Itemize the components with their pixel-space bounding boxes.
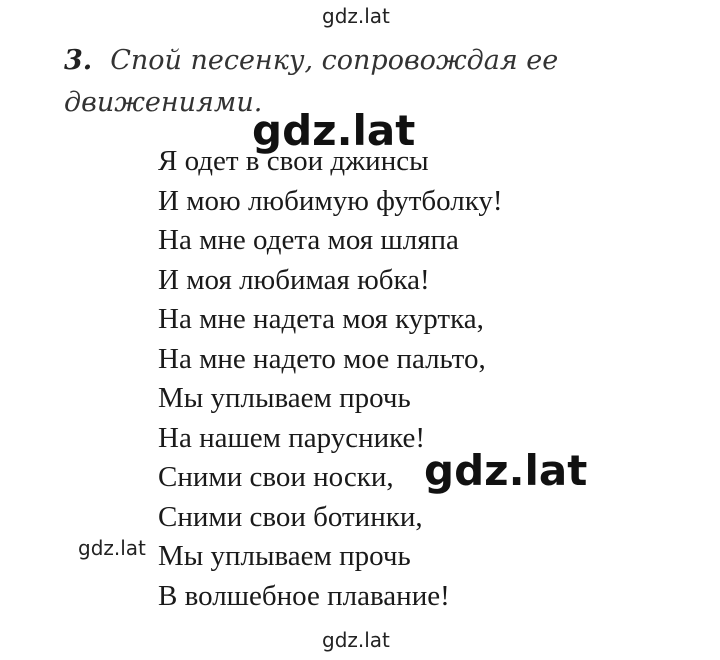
poem-line: Сними свои ботинки,	[158, 500, 423, 533]
poem-line: И мою любимую футболку!	[158, 184, 503, 217]
poem-line: Я одет в свои джинсы	[158, 145, 429, 177]
watermark-right: gdz.lat	[424, 446, 588, 495]
watermark-top: gdz.lat	[322, 4, 390, 28]
watermark-left: gdz.lat	[78, 536, 146, 560]
task-text-line2: движениями.	[64, 87, 263, 118]
poem	[158, 142, 503, 616]
poem-line: И моя любимая юбка!	[158, 263, 430, 296]
poem-line: Сними свои носки,	[158, 461, 394, 493]
poem-line: На мне одета моя шляпа	[158, 224, 459, 256]
poem-line: На мне надета моя куртка,	[158, 303, 484, 335]
poem-line: Мы уплываем прочь	[158, 540, 411, 572]
poem-line: На мне надето мое пальто,	[158, 342, 486, 375]
poem-line: В волшебное плавание!	[158, 579, 450, 612]
poem-line: На нашем паруснике!	[158, 421, 426, 454]
task-text-line1: Спой песенку, сопровождая ее	[110, 45, 559, 76]
watermark-middle: gdz.lat	[252, 106, 416, 155]
task-number: 3.	[64, 45, 93, 76]
poem-line: Мы уплываем прочь	[158, 382, 411, 414]
watermark-bottom: gdz.lat	[322, 628, 390, 652]
